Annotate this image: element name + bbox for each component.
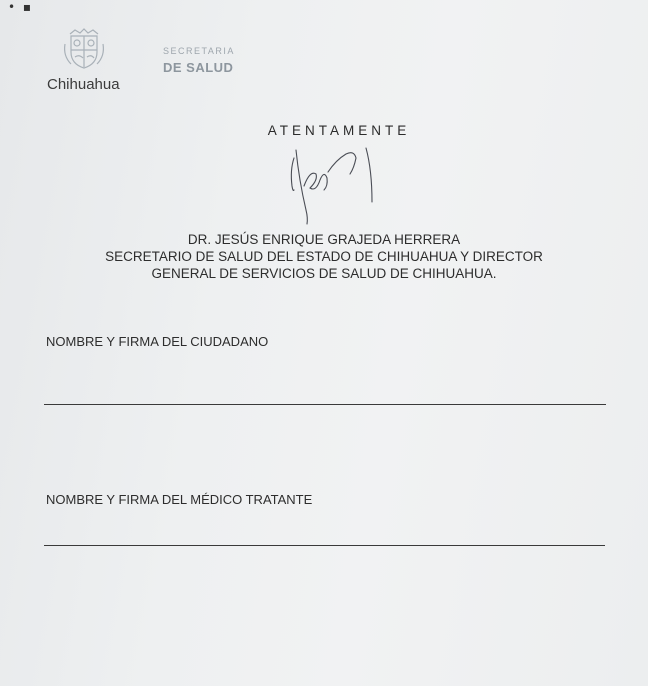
- citizen-signature-line: [44, 404, 606, 405]
- department-label: DE SALUD: [163, 60, 234, 75]
- signatory-title-line-2: GENERAL DE SERVICIOS DE SALUD DE CHIHUAHUA.: [151, 266, 497, 281]
- department-label-small: SECRETARIA: [163, 46, 235, 56]
- doctor-signature-line: [44, 545, 605, 546]
- signatory-block: [0, 231, 648, 282]
- closing-text-label: ATENTAMENTE: [267, 123, 411, 138]
- handwritten-signature: [280, 140, 390, 230]
- signatory-name: DR. JESÚS ENRIQUE GRAJEDA HERRERA: [187, 232, 461, 247]
- signatory-title-line-1: SECRETARIO DE SALUD DEL ESTADO DE CHIHUAHUA Y DIRECTOR: [105, 249, 543, 264]
- doctor-signature-label: NOMBRE Y FIRMA DEL MÉDICO TRATANTE: [46, 492, 313, 507]
- coat-of-arms-icon: [61, 24, 107, 72]
- state-name: Chihuahua: [47, 76, 120, 93]
- corner-marks: • ▪: [8, 0, 34, 14]
- closing-text: [0, 123, 648, 138]
- citizen-signature-label: NOMBRE Y FIRMA DEL CIUDADANO: [46, 334, 269, 349]
